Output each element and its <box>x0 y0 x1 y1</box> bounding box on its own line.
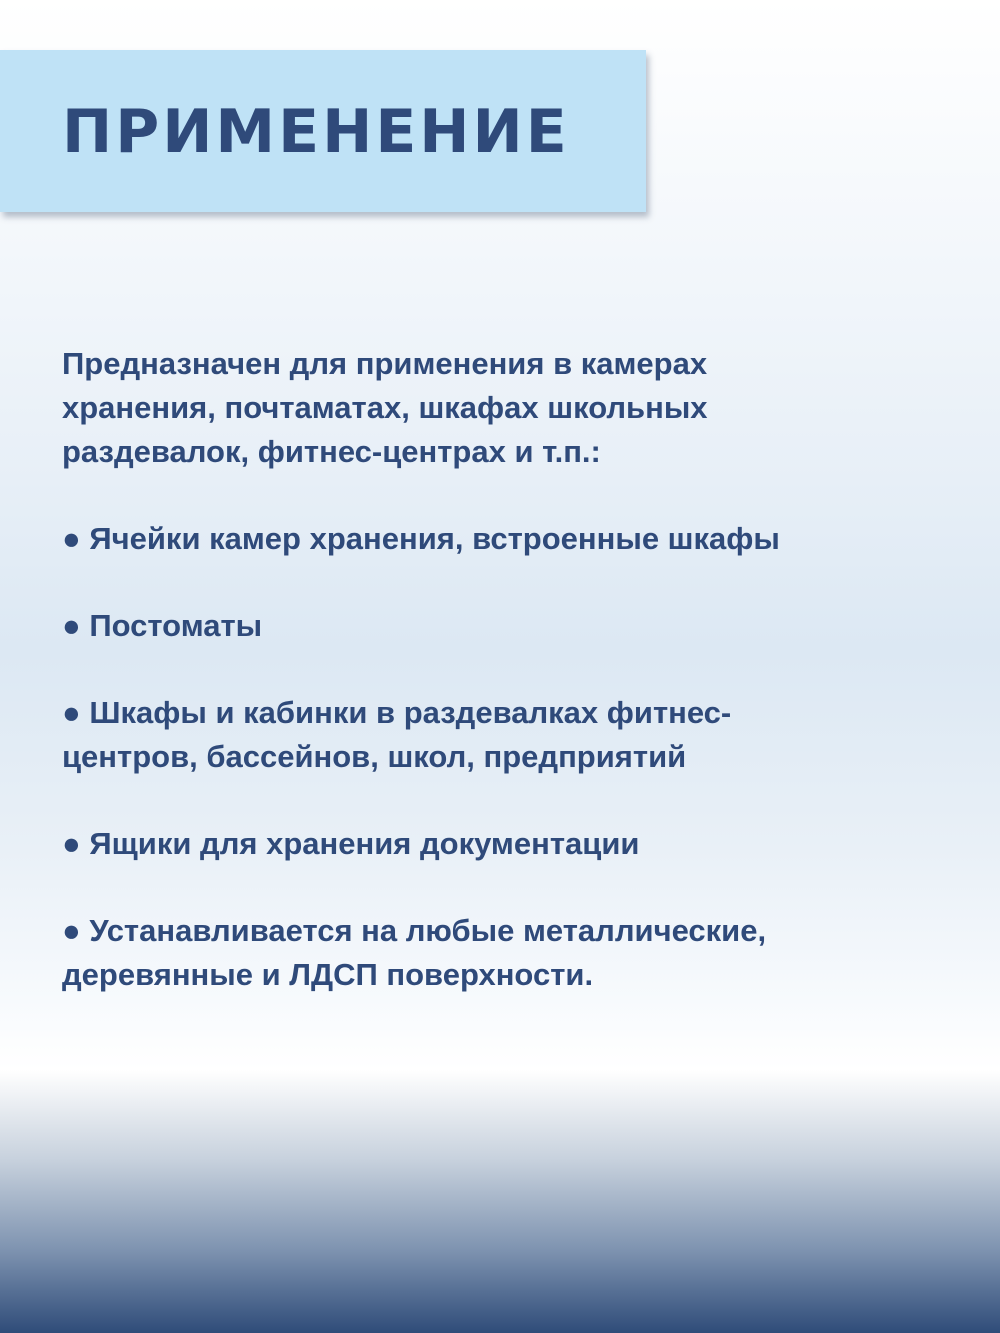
bullet-icon: ● <box>62 695 81 730</box>
content-block <box>62 342 952 1040</box>
page-title: ПРИМЕНЕНИЕ <box>62 97 570 167</box>
bullet-icon: ● <box>62 913 81 948</box>
intro-line: хранения, почтаматах, шкафах школьных <box>62 390 708 425</box>
bullet-list <box>62 517 952 997</box>
list-item-text: центров, бассейнов, школ, предприятий <box>62 739 687 774</box>
list-item-text: Постоматы <box>89 608 263 643</box>
list-item <box>62 909 952 997</box>
intro-paragraph <box>62 342 952 474</box>
list-item-text: Устанавливается на любые металлические, <box>89 913 767 948</box>
list-item-text: деревянные и ЛДСП поверхности. <box>62 957 594 992</box>
list-item <box>62 691 952 779</box>
bullet-icon: ● <box>62 521 81 556</box>
bullet-icon: ● <box>62 826 81 861</box>
intro-line: раздевалок, фитнес-центрах и т.п.: <box>62 434 601 469</box>
intro-line: Предназначен для применения в камерах <box>62 346 708 381</box>
list-item <box>62 822 952 866</box>
list-item <box>62 517 952 561</box>
list-item <box>62 604 952 648</box>
list-item-text: Ячейки камер хранения, встроенные шкафы <box>89 521 780 556</box>
bullet-icon: ● <box>62 608 81 643</box>
list-item-text: Ящики для хранения документации <box>89 826 640 861</box>
list-item-text: Шкафы и кабинки в раздевалках фитнес- <box>89 695 732 730</box>
